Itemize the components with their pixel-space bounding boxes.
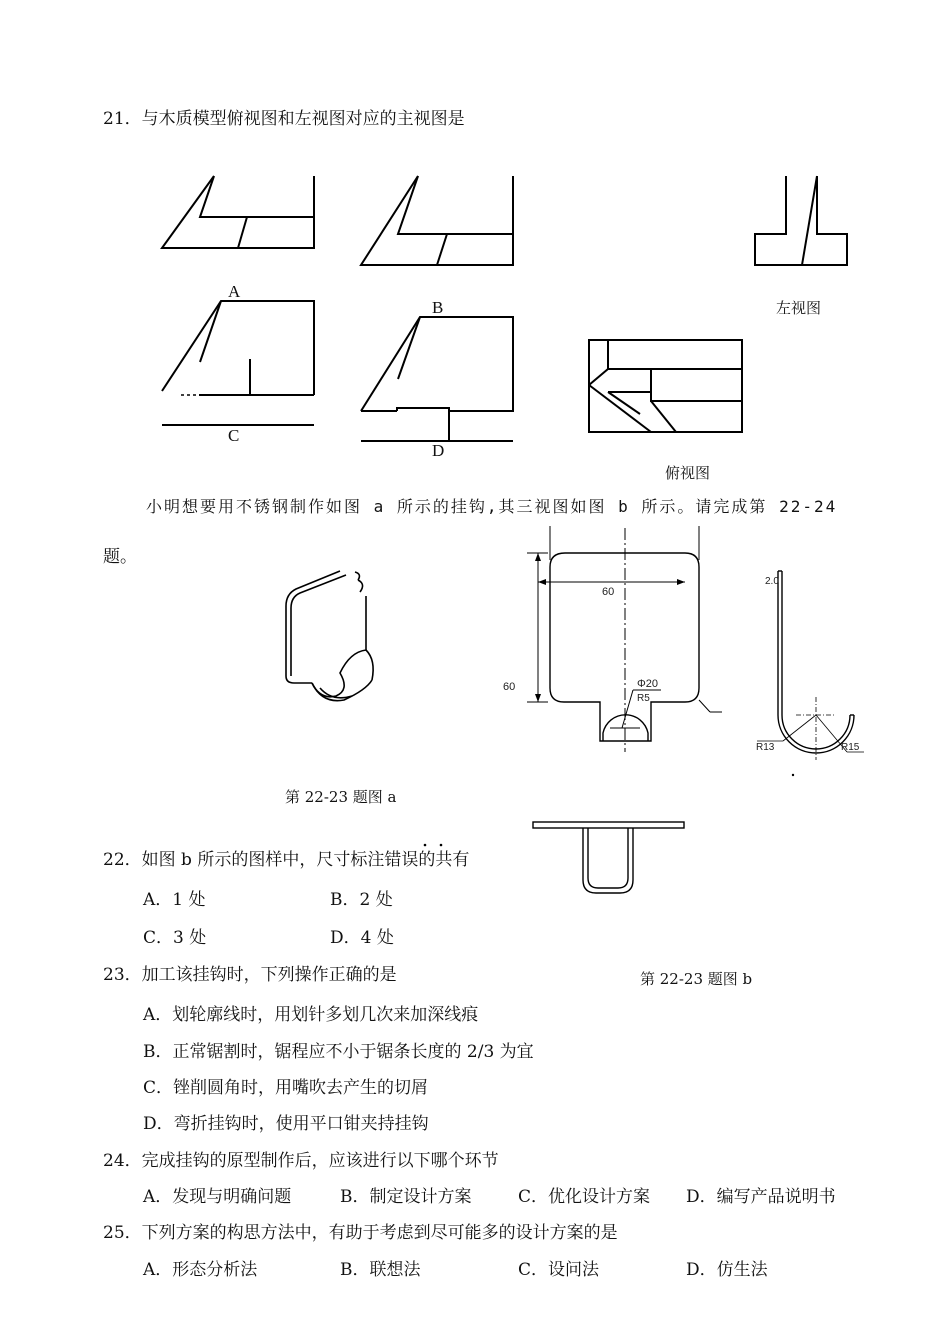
top-view-caption: 俯视图 (665, 464, 711, 482)
figure-b-caption: 第 22-23 题图 b (640, 970, 753, 988)
q24-option-c[interactable]: C．优化设计方案 (518, 1187, 651, 1207)
dim-r5: R5 (637, 693, 650, 704)
figure-a-caption: 第 22-23 题图 a (285, 788, 397, 806)
q24-option-a[interactable]: A．发现与明确问题 (143, 1187, 292, 1207)
q25-option-d[interactable]: D．仿生法 (686, 1260, 768, 1280)
dim-height: 60 (503, 681, 516, 693)
q23-option-b[interactable]: B．正常锯割时，锯程应不小于锯条长度的 2/3 为宜 (143, 1042, 534, 1062)
option-c-label: C (228, 426, 240, 445)
q24-option-b[interactable]: B．制定设计方案 (340, 1187, 472, 1207)
q25-option-b[interactable]: B．联想法 (340, 1260, 421, 1280)
option-b-label: B (432, 298, 444, 317)
q25-stem: 25．下列方案的构思方法中，有助于考虑到尽可能多的设计方案的是 (103, 1223, 618, 1243)
q25-option-c[interactable]: C．设问法 (518, 1260, 600, 1280)
dim-width: 60 (602, 586, 615, 598)
option-a-label: A (228, 282, 241, 301)
q25-option-a[interactable]: A．形态分析法 (143, 1260, 258, 1280)
dim-r13: R13 (756, 742, 775, 753)
dim-phi: Φ20 (637, 678, 659, 690)
dim-r15: R15 (841, 742, 860, 753)
q24-option-d[interactable]: D．编写产品说明书 (686, 1187, 836, 1207)
q22-option-d[interactable]: D．4 处 (330, 928, 394, 948)
q23-option-c[interactable]: C．锉削圆角时，用嘴吹去产生的切屑 (143, 1078, 429, 1098)
q22-stem: 22．如图 b 所示的图样中，尺寸标注错误的共有 (103, 850, 470, 870)
q23-option-d[interactable]: D．弯折挂钩时，使用平口钳夹持挂钩 (143, 1114, 429, 1134)
q24-stem: 24．完成挂钩的原型制作后，应该进行以下哪个环节 (103, 1151, 499, 1171)
q22-option-a[interactable]: A．1 处 (143, 890, 206, 910)
dim-thickness: 2.0 (765, 576, 779, 587)
option-d-label: D (432, 441, 445, 460)
intro-line-2: 题。 (103, 547, 137, 567)
q23-stem: 23．加工该挂钩时，下列操作正确的是 (103, 965, 397, 985)
q21-stem: 21．与木质模型俯视图和左视图对应的主视图是 (103, 109, 465, 129)
q22-option-b[interactable]: B．2 处 (330, 890, 393, 910)
left-view-caption: 左视图 (776, 299, 822, 317)
q23-option-a[interactable]: A．划轮廓线时，用划针多划几次来加深线痕 (143, 1005, 479, 1025)
q22-option-c[interactable]: C．3 处 (143, 928, 207, 948)
intro-line-1: 小明想要用不锈钢制作如图 a 所示的挂钩,其三视图如图 b 所示。请完成第 22-24 (146, 497, 838, 516)
